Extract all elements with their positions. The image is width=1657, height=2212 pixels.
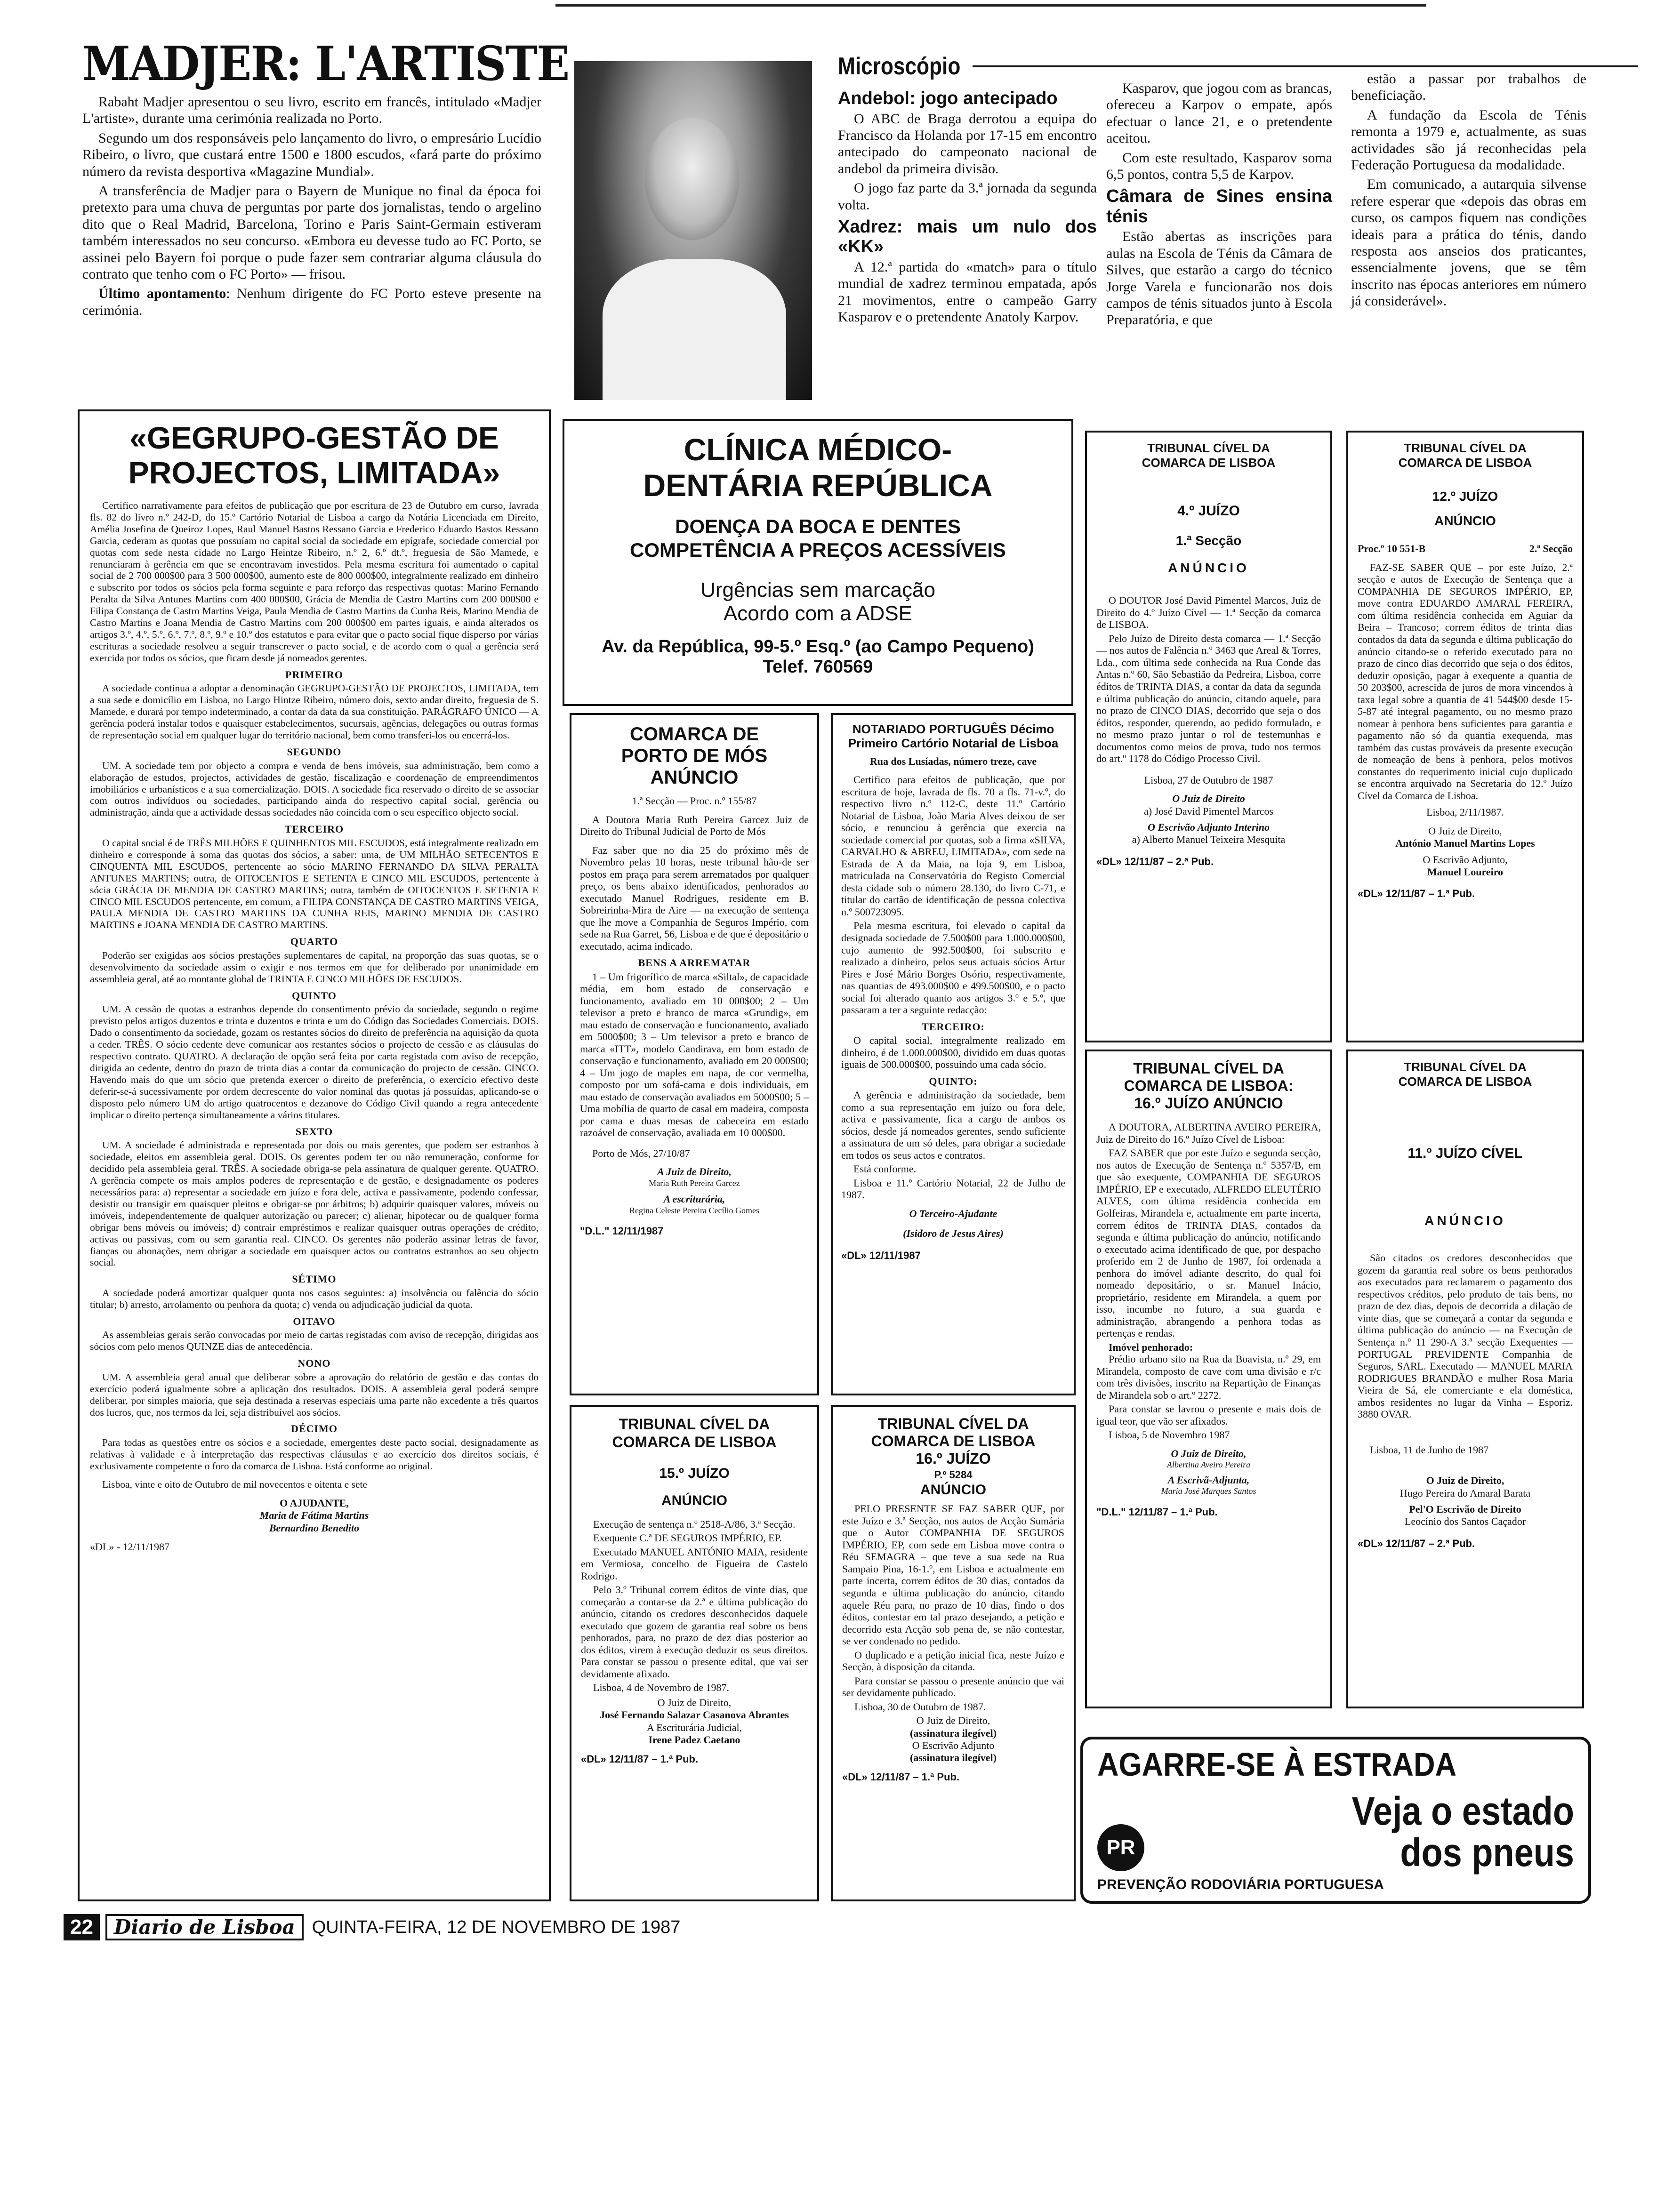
trib11-signature (1358, 1475, 1573, 1528)
trib15-title: TRIBUNAL CÍVEL DA COMARCA DE LISBOA (612, 1416, 777, 1451)
trib12-juizo: 12.º JUÍZO (1432, 489, 1498, 504)
trib12-title: TRIBUNAL CÍVEL DA COMARCA DE LISBOA (1398, 441, 1532, 470)
gegrupo-section-1-text: A sociedade continua a adoptar a denominação GEGRUPO-GESTÃO DE PROJECTOS, LIMITADA, tem a sua sede e domicílio em Lisboa, no Largo Hintze Ribeiro, número dois, sexto andar direito, freguesia de S. Mamede, e durará por tempo indeterminado, a contar da data da sua constituição. PARÁGRAFO ÚNICO — A gerência poderá instalar todos e quaisquer estabelecimentos, sucursais, agências, delegações ou outras formas de representação social em qualquer lugar do território nacional, bem como transferi-los ou encerrá-los. (90, 682, 539, 741)
trib12-paragraph-1: FAZ-SE SABER QUE – por este Juízo, 2.ª secção e autos de Execução de Sentença que a COMPANHIA DE SEGUROS IMPÉRIO, EP, move contra EDUARDO AMARAL FEREIRA, com última residência conhecida em Aguiar da Beira – Trancoso; correm éditos de trinta dias contados da data da segunda e última publicação do anúncio citando-se o referido executado para no prazo de cinco dias decorrido que seja o dos éditos, deduzir oposição, pagar à exequente a quantia de 50 203$00, acrescida de juros de mora vincendos à taxa legal sobre a quantia de 41 544$00 desde 15-5-87 até integral pagamento, ou no mesmo prazo nomear à penhora bens suficientes para garantia e pagamento não só da quantia exequenda, mas também das custas prováveis da presente execução de nomeação de bens à penhora, pelos motivos constantes do requerimento inicial cujo duplicado se encontra arquivado na Secretaria do 12.º Juízo Cível da Comarca de Lisboa. (1358, 561, 1573, 801)
sines-heading: Câmara de Sines ensina ténis (1106, 186, 1332, 226)
trib12-notice (1346, 431, 1584, 1042)
agarre-ad (1080, 1737, 1591, 1904)
trib16a-title: TRIBUNAL CÍVEL DA COMARCA DE LISBOA: 16.º JUÍZO ANÚNCIO (1124, 1060, 1294, 1112)
trib4-title: TRIBUNAL CÍVEL DA COMARCA DE LISBOA (1142, 441, 1276, 470)
notariado-address: Rua dos Lusíadas, número treze, cave (869, 755, 1037, 767)
clinica-title: CLÍNICA MÉDICO-DENTÁRIA REPÚBLICA (643, 432, 993, 503)
trib15-paragraph-2: Exequente C.ª DE SEGUROS IMPÉRIO, EP. (593, 1532, 782, 1544)
trib16b-paragraph-2: O duplicado e a petição inicial fica, neste Juízo e Secção, à disposição da citanda. (842, 1649, 1064, 1673)
trib15-dl: «DL» 12/11/87 – 1.ª Pub. (581, 1753, 699, 1765)
gegrupo-section-1-head: PRIMEIRO (285, 668, 343, 681)
trib16a-body (1096, 1121, 1321, 1518)
trib11-paragraph-1: São citados os credores desconhecidos que gozem da garantia real sobre os bens penhorados aos executados para reclamarem o pagamento dos respectivos créditos, pelo produto de tais bens, no prazo de dez dias, depois de decorrida a dilação de vinte dias, que se começará a contar da segunda e última publicação do anúncio — na Execução de Sentença n.º 11 290-A 3.ª secção Exequentes — PORTUGAL PREVIDENTE Companhia de Seguros, SARL. Executado — MANUEL MARIA RODRIGUES BRANDÃO e mulher Rosa Maria Vieira de Sá, ele comerciante e ela doméstica, ambos residentes no lugar da Vinha – Esporiz. 3880 OVAR. (1358, 1252, 1573, 1420)
trib15-juizo: 15.º JUÍZO (659, 1465, 730, 1481)
gegrupo-section-2-head: SEGUNDO (287, 746, 342, 758)
microscopio-title: Microscópio (838, 53, 961, 80)
tenis-paragraph-3: Em comunicado, a autarquia silvense refere esperar que «depois das obras em curso, os campos fiquem nas condições ideais para a prática do ténis, dando resposta aos anseios dos praticantes, essencialmente jovens, que se têm inscrito nas épocas anteriores em número já considerável». (1351, 176, 1586, 309)
notariado-dl: «DL» 12/11/1987 (841, 1249, 921, 1261)
photo-shirt (603, 259, 786, 400)
footer-brand: Diario de Lisboa (105, 1914, 304, 1940)
kasparov-paragraph-1: Kasparov, que jogou com as brancas, ofereceu a Karpov o empate, após efectuar o lance 21, e o pretendente aceitou. (1106, 80, 1332, 146)
madjer-paragraph-3: A transferência de Madjer para o Bayern de Munique no final da época foi pretexto para uma chuva de perguntas por parte dos jornalistas, tendo o argelino dito que o Real Madrid, Barcelona, Torino e Paris Saint-Germain estiveram também interessados no seu concurso. «Embora eu devesse tudo ao FC Porto, se assinei pelo Bayern foi porque o pude fazer sem contrariar alguma cláusula do contrato que tenho com o FC Porto» — frisou. (82, 183, 541, 282)
madjer-last-label: Último apontamento (98, 286, 226, 302)
madjer-body (82, 94, 541, 319)
trib16b-proc: P.º 5284 (934, 1469, 973, 1481)
trib16a-sig-name-2: Maria José Marques Santos (1161, 1486, 1256, 1496)
gegrupo-section-5-head: QUINTO (292, 989, 337, 1002)
trib11-date: Lisboa, 11 de Junho de 1987 (1370, 1443, 1489, 1456)
trib4-signature (1096, 793, 1321, 846)
trib12-signature (1358, 825, 1573, 879)
portodemos-body (580, 795, 809, 1237)
trib11-sig-name-1: Hugo Pereira do Amaral Barata (1400, 1487, 1531, 1499)
xadrez-paragraph-1: A 12.ª partida do «match» para o título mundial de xadrez terminou empatada, após 21 movimentos, entre o campeão Garry Kasparov e o pretendente Anatoly Karpov. (838, 259, 1097, 325)
trib16a-sig-name-1: Albertina Aveiro Pereira (1166, 1460, 1251, 1470)
trib16b-sig-role-1: O Juiz de Direito, (916, 1715, 990, 1727)
trib16b-paragraph-3: Para constar se passou o presente anúncio que vai ser devidamente publicado. (842, 1675, 1064, 1699)
notariado-paragraph-2: Pela mesma escritura, foi elevado o capital da designada sociedade de 7.500$00 para 1.000.000$00, cujo aumento de 992.500$00, foi subscrito e realizado a dinheiro, pelos seus actuais sócios Artur Pires e José Mário Borges Osório, respectivamente, nas quantias de 493.000$00 e 499.500$00, e o pacto social foi alterado quanto aos artigos 3.º e 5.º, que passaram a ter a seguinte redacção: (841, 920, 1065, 1016)
madjer-last-text: : Nenhum dirigente do FC Porto esteve presente na cerimónia. (82, 286, 542, 318)
notariado-date: Lisboa e 11.º Cartório Notarial, 22 de Julho de 1987. (841, 1177, 1065, 1201)
page-footer (64, 1911, 1476, 1944)
trib12-sig-name-2: Manuel Loureiro (1427, 866, 1504, 878)
trib4-dl: «DL» 12/11/87 – 2.ª Pub. (1096, 855, 1214, 867)
trib15-sig-role-1: O Juiz de Direito, (657, 1697, 732, 1708)
trib16a-paragraph-1: A DOUTORA, ALBERTINA AVEIRO PEREIRA, Juiz de Direito do 16.º Juízo Cível de Lisboa: (1096, 1121, 1321, 1145)
gegrupo-section-3-head: TERCEIRO (284, 823, 344, 835)
clinica-subtitle: DOENÇA DA BOCA E DENTES COMPETÊNCIA A PREÇOS ACESSÍVEIS (630, 515, 1006, 561)
gegrupo-sig-name-1: Maria de Fátima Martins (259, 1509, 369, 1522)
madjer-last-note (82, 285, 541, 319)
trib16a-imovel-head: Imóvel penhorado: (1109, 1341, 1193, 1353)
trib4-anuncio: ANÚNCIO (1168, 561, 1249, 576)
portodemos-bens: 1 – Um frigorífico de marca «Siltal», de capacidade média, em bom estado de conservação e funcionamento, avaliado em 10 000$00; 2 – Um televisor a preto e branco de marca «Grundig», em mau estado de conservação e funcionamento, avaliado em 5000$00; 3 – Um televisor a preto e branco de marca «ITT», modelo Candirava, em bom estado de conservação e funcionamento, avaliado em 20 000$00; 4 – Um jogo de maples em napa, de cor vermelha, composto por um sofá-cama e dois individuais, em mau estado de conservação avaliados em 5000$00; 5 – Uma mobília de quarto de casal em madeira, composta por cama e duas mesas de cabeceira em estado razoável de conservação, avaliada em 10 000$00. (580, 970, 809, 1139)
trib12-date: Lisboa, 2/11/1987. (1426, 806, 1504, 818)
trib15-signature (581, 1697, 808, 1747)
gegrupo-section-7-head: SÉTIMO (292, 1273, 337, 1285)
agarre-org: PREVENÇÃO RODOVIÁRIA PORTUGUESA (1097, 1877, 1384, 1892)
trib16b-sig-name-1: (assinatura ilegível) (910, 1727, 997, 1739)
trib12-proc-row (1358, 543, 1573, 555)
gegrupo-signature (90, 1497, 539, 1534)
gegrupo-section-6-text: UM. A sociedade é administrada e representada por dois ou mais gerentes, que podem ser estranhos à sociedade, eleitos em assembleia geral. DOIS. Os gerentes podem ter ou não remuneração, conforme for decidido pela assembleia geral. TRÊS. A sociedade obriga-se pela assinatura de qualquer gerente. QUATRO. A gerência compete os mais amplos poderes de representação e de gestão, e designadamente os poderes necessários para: a) representar a sociedade em juízo e fora dele, activa e passivamente, podendo confessar, desistir ou transigir em quaisquer pleitos e obrigar-se por árbitros; b) adquirir quaisquer valores, móveis ou imóveis, independentemente de qualquer autorização ou parecer; c) alienar, hipotecar ou de qualquer forma obrigar bens móveis ou imóveis; d) contrair empréstimos e realizar quaisquer outras operações de crédito, activas ou passivas, com ou sem garantia real. CINCO. Os gerentes não poderão assinar letras de favor, fianças ou abonações, nem obrigar a sociedade em quaisquer actos ou contratos estranhos ao seu objecto social. (90, 1139, 539, 1268)
trib11-sig-name-2: Leocínio dos Santos Caçador (1404, 1515, 1526, 1528)
microscopio-rule (973, 65, 1638, 67)
trib11-sig-role-1: O Juiz de Direito, (1426, 1475, 1504, 1487)
notariado-title: NOTARIADO PORTUGUÊS Décimo Primeiro Cartório Notarial de Lisboa (848, 722, 1059, 750)
trib16b-title: TRIBUNAL CÍVEL DA COMARCA DE LISBOA 16.º JUÍZO (871, 1415, 1036, 1467)
clinica-adse: Acordo com a ADSE (723, 601, 913, 625)
agarre-title: AGARRE-SE À ESTRADA (1097, 1746, 1457, 1783)
trib16b-date: Lisboa, 30 de Outubro de 1987. (854, 1700, 986, 1713)
trib16a-closing: Para constar se lavrou o presente e mais dois de igual teor, que vão ser afixados. (1096, 1403, 1321, 1427)
trib15-paragraph-1: Execução de sentença n.º 2518-A/86, 3.ª Secção. (593, 1518, 796, 1530)
gegrupo-section-6-head: SEXTO (295, 1125, 333, 1138)
trib4-sig-name-1: a) José David Pimentel Marcos (1144, 805, 1273, 817)
trib16a-notice (1085, 1050, 1332, 1708)
notariado-sig-name: (Isidoro de Jesus Aires) (903, 1227, 1004, 1240)
clinica-urgencias: Urgências sem marcação (700, 578, 935, 601)
trib16b-signature (842, 1715, 1064, 1764)
notariado-conforme: Está conforme. (853, 1163, 917, 1175)
trib16b-paragraph-1: PELO PRESENTE SE FAZ SABER QUE, por este Juízo e 3.ª Secção, nos autos de Acção Sumária que o Autor COMPANHIA DE SEGUROS IMPÉRIO, EP, com sede em Lisboa move contra o Réu SEMAGRA – que teve a sua sede na Rua Sampaio Pina, 16-1.º, em Lisboa e actualmente em parte incerta, correm éditos de 30 dias, contados da segunda e última publicação do anúncio, citando aquele Réu para, no prazo de 10 dias, findo o dos éditos, contestar em tal prazo desejando, a petição e decorrido esta Acção sob pena de, se não contestar, se ver condenado no pedido. (842, 1503, 1064, 1647)
trib16a-signature (1096, 1448, 1321, 1497)
trib4-body (1096, 594, 1321, 867)
notariado-terceiro-head: TERCEIRO: (922, 1020, 985, 1033)
gegrupo-notice (78, 409, 551, 1901)
gegrupo-section-2-text: UM. A sociedade tem por objecto a compra e venda de bens imóveis, sua administração, bem como a elaboração de estudos, projectos, actividades de gestão, fiscalização e coordenação de empreendimentos imobiliários e urbanísticos e a sua comercialização. DOIS. A sociedade fica reservado o direito de se associar com outros indivíduos ou sociedades, participando ainda do respectivo capital social, gerência ou administração, ainda que a actividade dessas sociedades não coincida com o seu específico objecto social. (90, 760, 539, 818)
andebol-heading: Andebol: jogo antecipado (838, 88, 1058, 108)
notariado-quinto-head: QUINTO: (929, 1075, 978, 1087)
gegrupo-dl: «DL» - 12/11/1987 (90, 1540, 170, 1553)
gegrupo-body (90, 500, 539, 1553)
trib4-date: Lisboa, 27 de Outubro de 1987 (1144, 774, 1273, 786)
portodemos-paragraph-2: Faz saber que no dia 25 do próximo mês de Novembro pelas 10 horas, neste tribunal hão-de ser postos em praça para serem arrematados por qualquer preço, os bens abaixo identificados, penhorados ao executado Manuel Rodrigues, residente em B. Sobreirinha-Mira de Aire — na execução de sentença que lhe move a Companhia de Seguros Império, com sede na Rua Garret, 56, Lisboa e de que é depositário o executado, acima indicado. (580, 844, 809, 952)
gegrupo-section-8-text: As assembleias gerais serão convocadas por meio de cartas registadas com aviso de recepção, dirigidas aos sócios com pelo menos QUINZE dias de antecedência. (90, 1329, 539, 1353)
madjer-headline: MADJER: L'ARTISTE (82, 36, 569, 91)
photo-face (645, 118, 739, 240)
portodemos-dl: "D.L." 12/11/1987 (580, 1225, 664, 1237)
gegrupo-section-9-text: UM. A assembleia geral anual que deliberar sobre a aprovação do relatório de gestão e das contas do exercício poderá igualmente sobre a aplicação dos resultados. DOIS. A assembleia geral poderá sempre deliberar, por simples maioria, que seja destinada a reservas especiais uma parte não excedente a três quartos dos lucros, que, nos termos da lei, seja distribuível aos sócios. (90, 1371, 539, 1418)
portodemos-sig-name-1: Maria Ruth Pereira Garcez (649, 1178, 740, 1188)
trib15-body (581, 1518, 808, 1765)
notariado-sig-role: O Terceiro-Ajudante (909, 1207, 997, 1219)
trib4-sig-role-1: O Juiz de Direito (1172, 793, 1245, 805)
trib11-body (1358, 1252, 1573, 1549)
madjer-photo (574, 61, 812, 400)
prevencao-logo-letters: PR (1106, 1836, 1135, 1859)
notariado-quinto: A gerência e administração da sociedade, bem como a sua representação em juízo ou fora dele, activa e passivamente, fica a cargo de ambos os sócios, desde já nomeados gerentes, sendo suficiente a assinatura de um só deles, para obrigar a sociedade em todos os seus actos e contratos. (841, 1089, 1065, 1161)
microscopio-col-3 (1342, 71, 1586, 409)
trib15-anuncio: ANÚNCIO (661, 1492, 727, 1508)
kasparov-paragraph-2: Com este resultado, Kasparov soma 6,5 pontos, contra 5,5 de Karpov. (1106, 150, 1332, 182)
footer-date: QUINTA-FEIRA, 12 DE NOVEMBRO DE 1987 (312, 1917, 681, 1937)
trib16a-dl: "D.L." 12/11/87 – 1.ª Pub. (1096, 1506, 1218, 1518)
madjer-article (82, 36, 569, 417)
trib11-juizo: 11.º JUÍZO CÍVEL (1408, 1146, 1523, 1162)
page-number: 22 (64, 1914, 100, 1940)
agarre-line-2: dos pneus (1400, 1830, 1574, 1875)
portodemos-signature (580, 1166, 809, 1216)
trib12-seccao: 2.ª Secção (1529, 543, 1573, 555)
gegrupo-section-10-text: Para todas as questões entre os sócios e a sociedade, emergentes deste pacto social, designadamente as relativas à validade e à interpretação das respectivas cláusulas e ao exercício dos direitos sociais, é exclusivamente competente o foro da comarca de Lisboa. Está conforme ao original. (90, 1436, 539, 1472)
trib12-proc: Proc.º 10 551-B (1358, 543, 1426, 555)
trib15-paragraph-4: Pelo 3.º Tribunal correm éditos de vinte dias, que começarão a contar-se da 2.ª e última publicação do anúncio, citando os credores desconhecidos daquele executado que gozem de garantia real sobre os bens penhorados, para, no prazo de dez dias posterior ao dos éditos, virem à execução deduzir os seus direitos. Para constar se passou o presente edital, que vai ser devidamente afixado. (581, 1584, 808, 1680)
trib16a-sig-role-2: A Escrivã-Adjunta, (1167, 1474, 1250, 1486)
trib4-paragraph-1: O DOUTOR José David Pimentel Marcos, Juiz de Direito do 4.º Juízo Cível — 1.ª Secção da comarca de LISBOA. (1096, 594, 1321, 631)
notariado-body (841, 755, 1065, 1261)
trib12-anuncio: ANÚNCIO (1434, 513, 1496, 529)
andebol-paragraph-2: O jogo faz parte da 3.ª jornada da segunda volta. (838, 180, 1097, 213)
tenis-paragraph-2: A fundação da Escola de Ténis remonta a 1979 e, actualmente, as suas actividades são já reconhecidas pela Federação Portuguesa da modalidade. (1351, 107, 1586, 173)
trib4-sig-name-2: a) Alberto Manuel Teixeira Mesquita (1132, 834, 1286, 846)
trib16a-sig-role-1: O Juiz de Direito, (1171, 1447, 1247, 1459)
gegrupo-closing: Lisboa, vinte e oito de Outubro de mil novecentos e oitenta e sete (102, 1478, 368, 1490)
trib4-paragraph-2: Pelo Juízo de Direito desta comarca — 1.ª Secção — nos autos de Falência n.º 3463 que Areal & Torres, Lda., com última sede conhecida na Rua Conde das Antas n.º 60, São Sebastião da Pedreira, Lisboa, corre éditos de TRINTA DIAS, a contar da data da segunda e última publicação do anúncio, citando aquele, para no prazo de CINCO DIAS, decorrido que seja o dos éditos, responder, querendo, ao pedido formulado, e no mesmo prazo juntar o rol de testemunhas e documentos como meios de prova, tudo nos termos do art.º 1178 do Código Processo Civil. (1096, 632, 1321, 765)
trib4-sig-role-2: O Escrivão Adjunto Interino (1148, 821, 1270, 833)
madjer-paragraph-2: Segundo um dos responsáveis pelo lançamento do livro, o empresário Lucídio Ribeiro, o livro, que custará entre 1500 e 1800 escudos, «fará parte do próximo número da revista desportiva «Magazine Mundial». (82, 130, 541, 179)
clinica-address: Av. da República, 99-5.º Esq.º (ao Campo Pequeno) (602, 636, 1034, 657)
notariado-paragraph-1: Certifico para efeitos de publicação, que por escritura de hoje, lavrada de fls. 70 a fls. 71-v.º, do respectivo livro n.º 112-C, deste 11.º Cartório Notarial de Lisboa, João Maria Alves deixou de ser sócio, e renunciou à gerência que exercia na sociedade comercial por quotas, sob a firma «SILVA, CARVALHO & ABREU, LIMITADA», com sede na Estrada de A da Maia, na loja 9, em Lisboa, matriculada na Conservatória do Registo Comercial desta cidade sob o número 28.130, do livro C-71, e titular do cartão de identificação de pessoa colectiva n.º 500723095. (841, 774, 1065, 918)
trib4-notice (1085, 431, 1332, 1042)
trib15-paragraph-3: Executado MANUEL ANTÓNIO MAIA, residente em Vermiosa, concelho de Figueira de Castelo Rodrigo. (581, 1546, 808, 1582)
trib15-sig-name-1: José Fernando Salazar Casanova Abrantes (600, 1709, 789, 1721)
trib16a-date: Lisboa, 5 de Novembro 1987 (1109, 1429, 1230, 1441)
trib11-sig-role-2: Pel'O Escrivão de Direito (1409, 1503, 1521, 1515)
andebol-paragraph-1: O ABC de Braga derrotou a equipa do Francisco da Holanda por 17-15 em encontro antecipado do campeonato nacional de andebol da primeira divisão. (838, 111, 1097, 176)
portodemos-sig-name-2: Regina Celeste Pereira Cecílio Gomes (629, 1205, 759, 1215)
portodemos-date: Porto de Mós, 27/10/87 (592, 1147, 690, 1159)
notariado-terceiro: O capital social, integralmente realizado em dinheiro, é de 1.000.000$00, dividido em duas quotas iguais de 500.000$00, possuindo uma cada sócio. (841, 1034, 1065, 1071)
clinica-ad (563, 419, 1073, 706)
trib11-title: TRIBUNAL CÍVEL DA COMARCA DE LISBOA (1398, 1060, 1532, 1089)
gegrupo-section-4-head: QUARTO (290, 936, 338, 948)
trib15-sig-role-2: A Escriturária Judicial, (646, 1721, 742, 1733)
trib16a-paragraph-2: FAZ SABER que por este Juízo e segunda secção, nos autos de Execução de Sentença n.º 5357/B, em que são exequente, COMPANHIA DE SEGUROS IMPÉRIO, EP e executado, ALFREDO ELEUTÉRIO ALVES, com última residência conhecida em Golfeiras, Mirandela e, actualmente em parte incerta, correm éditos de TRINTA DIAS, contados da segunda e última publicação do anúncio, notificando o executado acima identificado de que, por despacho proferido em 2 de Junho de 1987, foi ordenada a penhora do imóvel adiante descrito, do qual foi nomeado depositário, o sr. Manuel Inácio, proprietário, residente em Mirandela, a quem por isso, incumbe no futuro, a sua guarda e administração, abrangendo a penhora todas as pertenças e rendas. (1096, 1147, 1321, 1339)
gegrupo-section-8-head: OITAVO (293, 1315, 336, 1327)
portodemos-sig-role-1: A Juiz de Direito, (657, 1166, 732, 1178)
prevencao-logo-icon (1097, 1824, 1144, 1871)
trib15-sig-name-2: Irene Padez Caetano (648, 1734, 740, 1746)
trib12-body (1358, 543, 1573, 899)
trib4-seccao: 1.ª Secção (1175, 533, 1242, 548)
notariado-signature (841, 1208, 1065, 1240)
trib12-sig-role-1: O Juiz de Direito, (1428, 825, 1502, 837)
xadrez-heading: Xadrez: mais um nulo dos «KK» (838, 216, 1097, 257)
microscopio-col-1 (838, 85, 1097, 409)
sines-paragraph-1: Estão abertas as inscrições para aulas na Escola de Ténis da Câmara de Silves, que estarão a cargo do técnico Jorge Varela e funcionarão nos dois campos de ténis situados junto à Escola Preparatória, e que (1106, 229, 1332, 328)
trib12-dl: «DL» 12/11/87 – 1.ª Pub. (1358, 888, 1475, 900)
gegrupo-section-10-head: DÉCIMO (291, 1423, 338, 1435)
madjer-paragraph-1: Rabaht Madjer apresentou o seu livro, escrito em francês, intitulado «Madjer L'artiste», durante uma cerimónia realizada no Porto. (82, 94, 541, 127)
trib4-juizo: 4.º JUÍZO (1177, 503, 1240, 519)
trib12-sig-name-1: António Manuel Martins Lopes (1395, 837, 1535, 850)
clinica-phone: Telef. 760569 (763, 657, 873, 677)
portodemos-proc: 1.ª Secção — Proc. n.º 155/87 (632, 795, 757, 807)
gegrupo-sig-name-2: Bernardino Benedito (269, 1522, 360, 1534)
tenis-paragraph-1: estão a passar por trabalhos de beneficiação. (1351, 71, 1586, 104)
trib11-notice (1346, 1050, 1584, 1708)
gegrupo-section-7-text: A sociedade poderá amortizar qualquer quota nos casos seguintes: a) insolvência ou falência do sócio titular; b) arresto, arrolamento ou penhora da quota; c) venda ou adjudicação judicial da quota. (90, 1287, 539, 1310)
trib15-date: Lisboa, 4 de Novembro de 1987. (593, 1682, 729, 1694)
agarre-line-1: Veja o estado (1351, 1789, 1574, 1833)
portodemos-bens-head: BENS A ARREMATAR (638, 957, 751, 969)
notariado-notice (831, 713, 1076, 1395)
gegrupo-section-3-text: O capital social é de TRÊS MILHÕES E QUINHENTOS MIL ESCUDOS, está integralmente realizado em dinheiro e corresponde à soma das quotas dos sócios, a saber: uma, de UM MILHÃO SETECENTOS E CINQUENTA MIL ESCUDOS, pertencente ao sócio MARINO FERNANDO DA SILVA PERALTA ANTUNES MARTINS; outra, de OITOCENTOS E SETENTA E CINCO MIL ESCUDOS, pertencente à sócia GRÁCIA DE MENDIA DE CASTRO MARTINS; outra, também de OITOCENTOS E SETENTA E CINCO MIL ESCUDOS pertencente, em comum, a FILIPA CONSTANÇA DE CASTRO MARTINS VEIGA, PAULA MENDIA DE CASTRO MARTINS DA CUNHA REIS, MARINO MENDIA DE CASTRO MARTINS e JOANA MENDIA DE CASTRO MARTINS. (90, 837, 539, 931)
microscopio-col-2 (1097, 80, 1332, 409)
gegrupo-sig-role: O AJUDANTE, (280, 1497, 349, 1509)
gegrupo-section-4-text: Poderão ser exigidas aos sócios prestações suplementares de capital, na proporção das suas quotas, se o desenvolvimento da sociedade assim o exigir e nos termos em que for deliberado por unanimidade em assembleia geral, até ao montante global de TRINTA E CINCO MILHÕES DE ESCUDOS. (90, 949, 539, 985)
portodemos-notice (570, 713, 819, 1395)
portodemos-sig-role-2: A escriturária, (663, 1193, 725, 1205)
trib16b-dl: «DL» 12/11/87 – 1.ª Pub. (842, 1771, 960, 1783)
portodemos-paragraph-1: A Doutora Maria Ruth Pereira Garcez Juiz de Direito do Tribunal Judicial de Porto de Mós (580, 813, 809, 838)
gegrupo-intro: Certifico narrativamente para efeitos de publicação que por escritura de 23 de Outubro em curso, lavrada fls. 82 do livro n.º 242-D, do 15.º Cartório Notarial de Lisboa a cargo da Notária Licenciada em Direito, Amélia Josefina de Queiroz Lopes, Raul Manuel Bastos Ressano Garcia e Frederico Eduardo Bastos Ressano Garcia, cederam as quotas que possuíam no capital social da sociedade em epígrafe, sociedade comercial por quotas com sede nesta cidade no Largo Heintze Ribeiro, n.º 2, 6.º dt.º, freguesia de São Mamede, e renunciaram à gerência em que se encontravam investidos. Pela mesma escritura foi aumentado o capital social de 2 700 000$00 para 3 500 000$00, aumento este de 800 000$00, integralmente realizado em dinheiro e subscrito por todos os sócios pela forma seguinte e para reforço das respectivas quotas: Marino Fernando Peralta da Silva Antunes Martins com 400 000$00, Grácia de Mendia de Castro Martins com 200 000$00 e Filipa Constança de Castro Martins Veiga, Paula Mendia de Castro Martins da Cunha Reis, Marino Mendia de Castro Martins e Joana Mendia de Castro Martins com 200 000$00 em partes iguais, e ainda alterados os artigos 3.º, 4.º, 5.º, 6.º, 7.º, 8.º, 9.º e 10.º dos estatutos e para evitar que o pacto social fique disperso por várias escrituras a sociedade resolveu a seguir transcrever o pacto social, e de acordo com o qual a gerência será exercida por todos os sócios, que ficam desde já nomeados gerentes. (90, 499, 539, 664)
trib16b-notice (831, 1405, 1076, 1901)
top-rule (555, 4, 1426, 7)
trib16b-sig-role-2: O Escrivão Adjunto (912, 1739, 995, 1751)
gegrupo-section-9-head: NONO (298, 1357, 331, 1370)
gegrupo-title: «GEGRUPO-GESTÃO DE PROJECTOS, LIMITADA» (128, 420, 500, 490)
trib12-sig-role-2: O Escrivão Adjunto, (1423, 853, 1508, 866)
portodemos-title: COMARCA DE PORTO DE MÓS ANÚNCIO (621, 724, 768, 788)
trib16b-anuncio: ANÚNCIO (920, 1482, 986, 1498)
gegrupo-section-5-text: UM. A cessão de quotas a estranhos depende do consentimento prévio da sociedade, segundo o regime previsto pelos artigos duzentos e trinta e duzentos e trinta e um do Código das Sociedades Comerciais. DOIS. Dado o consentimento da sociedade, gozam os restantes sócios do direito de preferência na aquisição da quota a ceder. TRÊS. O sócio cedente deve comunicar aos restantes sócios o projecto de cessão e as cláusulas do respectivo contrato. QUATRO. A declaração de opção será feita por carta registada com aviso de recepção, dirigida ao cedente, dentro do prazo de trinta dias a contar da comunicação do projecto de cessão. CINCO. Havendo mais do que um sócio que pretenda exercer o direito de preferência, o exercício efectivo deste deferir-se-á sucessivamente por ordem decrescente do valor nominal das quotas já possuídas, aplicando-se o disposto pelo número UM do artigo quatrocentos e dezanove do Código Civil quando a regra antecedente implicar o direito pertença simultaneamente a vários titulares. (90, 1003, 539, 1121)
trib15-notice (570, 1405, 819, 1901)
trib16b-body (842, 1503, 1064, 1783)
trib16a-imovel: Prédio urbano sito na Rua da Boavista, n.º 29, em Mirandela, composto de cave com uma divisão e r/c com três divisões, inscrito na Repartição de Finanças de Mirandela sob o art.º 2272. (1096, 1353, 1321, 1401)
trib11-anuncio: ANÚNCIO (1424, 1213, 1506, 1228)
trib11-dl: «DL» 12/11/87 – 2.ª Pub. (1358, 1537, 1475, 1549)
trib16b-sig-name-2: (assinatura ilegível) (910, 1752, 997, 1764)
